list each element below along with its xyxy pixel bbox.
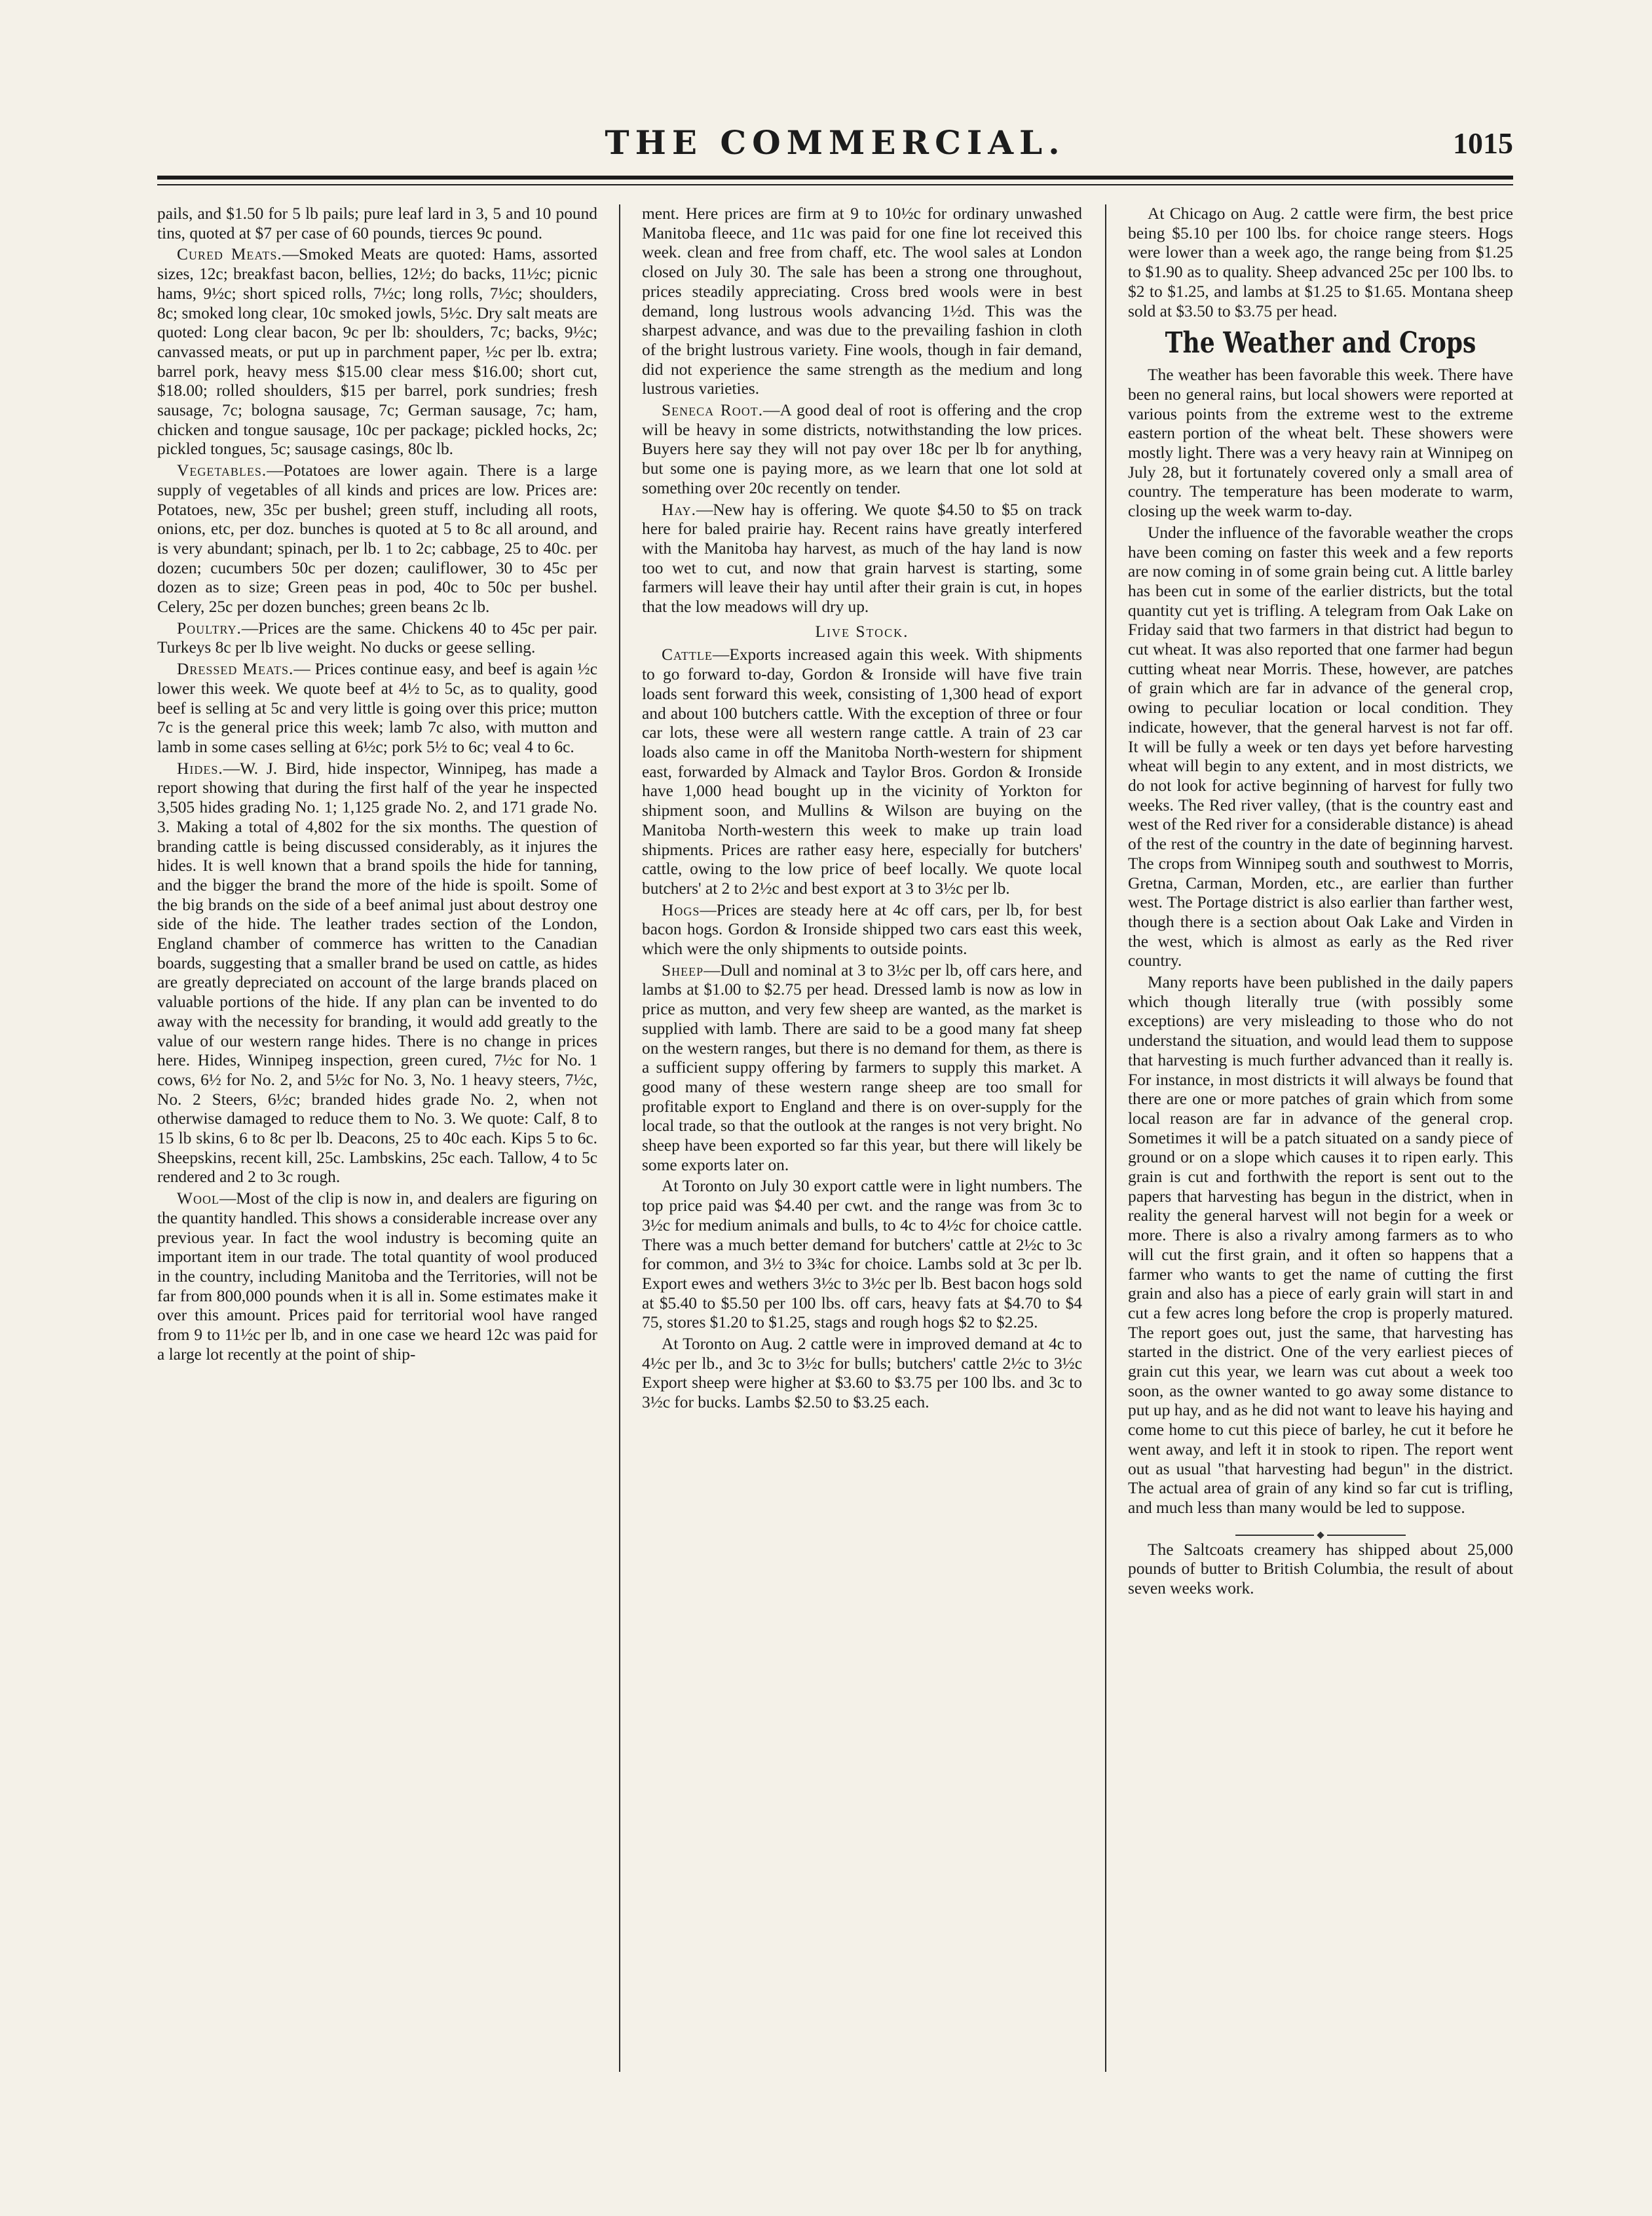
- hay-text: —New hay is offering. We quote $4.50 to $5 on track here for baled prairie hay. Recent rains have greatly interfered with the Manitoba hay harvest, as much of the hay land is now too wet to cut, and now that grain harvest is starting, some farmers will leave their hay until after their grain is cut, in hopes that the low meadows will dry up.: [642, 500, 1082, 617]
- column-divider-2: [1105, 204, 1106, 2072]
- wool-heading: Wool: [177, 1189, 219, 1208]
- sheep-paragraph: [642, 961, 1082, 1175]
- column-2: [642, 204, 1082, 2072]
- seneca-root-paragraph: [642, 401, 1082, 499]
- hides-paragraph: [157, 759, 597, 1187]
- seneca-root-heading: Seneca Root.: [662, 401, 764, 420]
- header-rule-thin: [157, 184, 1513, 185]
- cattle-heading: Cattle: [662, 645, 713, 664]
- poultry-paragraph: [157, 619, 597, 658]
- lard-paragraph: pails, and $1.50 for 5 lb pails; pure leaf lard in 3, 5 and 10 pound tins, quoted at $7 per case of 60 pounds, tierces 9c pound.: [157, 204, 597, 242]
- poultry-heading: Poultry.: [177, 619, 242, 638]
- cured-meats-paragraph: [157, 245, 597, 459]
- page-number: 1015: [1453, 126, 1513, 160]
- vegetables-heading: Vegetables.: [177, 461, 267, 480]
- page-header: [157, 123, 1513, 169]
- sheep-heading: Sheep: [662, 961, 704, 980]
- sheep-text: —Dull and nominal at 3 to 3½c per lb, off cars here, and lambs at $1.00 to $2.75 per head. Dressed lamb is now as low in price as mutton, and very few sheep are wanted, as the market is supplied with lamb. There are said to be a good many fat sheep on the western ranges, but there is no demand for them, as there is a sufficient suppy offering by farmers to supply this market. A good many of these western range sheep are too small for profitable export to England and there is on over-supply for the local trade, so that the outlook at the ranges is not very bright. No sheep have been exported so far this year, but there will likely be some exports later on.: [642, 961, 1082, 1174]
- section-ornament: [1128, 1525, 1513, 1534]
- cattle-paragraph: [642, 645, 1082, 898]
- weather-paragraph-3: Many reports have been published in the daily papers which though literally true (with possibly some exceptions) are very misleading to those who do not understand the situation, and would lead them to suppose that harvesting is much further advanced than it really is. For instance, in most districts it will always be found that there are one or more patches of grain which from some local reason are far in advance of the general crop. Sometimes it will be a patch situated on a sandy piece of ground or on a slope which causes it to ripen early. This grain is cut and forthwith the report is sent out to the papers that harvesting has begun in the district, when in reality the general harvest will not begin for a week or more. There is also a rivalry among farmers as to who will cut the first grain, and it often so happens that a farmer who wants to get the name of cutting the first grain and also has a piece of early grain will start in and cut a few acres long before the crop is properly matured. The report goes out, just the same, that harvesting has started in the district. One of the very earliest pieces of grain cut this year, we learn was cut about a week too soon, as the owner wanted to go away some distance to put up hay, and as he did not want to leave his haying and come home to cut this piece of barley, he cut it before he went away, and left it in stook to ripen. The report went out as usual "that harvesting had begun" in the district. The actual area of grain of any kind so far cut is trifling, and much less than many would be led to suppose.: [1128, 973, 1513, 1517]
- cured-meats-text: —Smoked Meats are quoted: Hams, assorted sizes, 12c; breakfast bacon, bellies, 12½; do backs, 11½c; picnic hams, 9½c; short spiced rolls, 7½c; long rolls, 7½c; shoulders, 8c; smoked long clear, 10c smoked jowls, 5½c. Dry salt meats are quoted: Long clear bacon, 9c per lb: shoulders, 7c; backs, 9½c; canvassed meats, or put up in parchment paper, ½c per lb. extra; barrel pork, heavy mess $15.00 clear mess $16.00; short cut, $18.00; rolled shoulders, $15 per barrel, pork sundries; fresh sausage, 7c; bologna sausage, 7c; German sausage, 7c; ham, chicken and tongue sausage, 10c per package; pickled hocks, 2c; pickled tongues, 5c; sausage casings, 80c lb.: [157, 245, 597, 459]
- dressed-meats-paragraph: [157, 660, 597, 757]
- header-rule-thick: [157, 176, 1513, 180]
- cured-meats-heading: Cured Meats.: [177, 245, 282, 264]
- vegetables-text: —Potatoes are lower again. There is a large supply of vegetables of all kinds and prices are low. Prices are: Potatoes, new, 35c per bushel; green stuff, including all roots, onions, etc, per doz. bunches is quoted at 5 to 8c all around, and is very abundant; spinach, per lb. 1 to 2c; cabbage, 25 to 40c. per dozen; cucumbers 50c per dozen; cauliflower, 30 to 45c per dozen as to size; Green peas in pod, 40c to 50c per bushel. Celery, 25c per dozen bunches; green beans 2c lb.: [157, 461, 597, 617]
- seneca-root-text: —A good deal of root is offering and the crop will be heavy in some districts, notwithstanding the low prices. Buyers here say they will not pay over 18c per lb for anything, but some one is paying more, as we learn that one lot sold at something over 20c recently on tender.: [642, 401, 1082, 497]
- hogs-heading: Hogs: [662, 900, 700, 919]
- hay-paragraph: [642, 501, 1082, 617]
- wool-continued-paragraph: ment. Here prices are firm at 9 to 10½c for ordinary unwashed Manitoba fleece, and 11c was paid for one fine lot received this week. clean and free from chaff, etc. The wool sales at London closed on July 30. The sale has been a strong one throughout, prices steadily appreciating. Cross bred wools were in best demand, long lustrous wools advancing 1½d. This was the sharpest advance, and was due to the prevailing fashion in cloth of the bright lustrous variety. Fine wools, though in fair demand, did not experience the same strength as the medium and long lustrous varieties.: [642, 204, 1082, 398]
- chicago-paragraph: At Chicago on Aug. 2 cattle were firm, the best price being $5.10 per 100 lbs. for choice range steers. Hogs were lower than a week ago, the range being from $1.25 to $1.90 as to quality. Sheep advanced 25c per 100 lbs. to $2 to $1.25, and lambs at $1.25 to $1.65. Montana sheep sold at $3.50 to $3.75 per head.: [1128, 204, 1513, 320]
- vegetables-paragraph: [157, 461, 597, 617]
- hides-text: —W. J. Bird, hide inspector, Winnipeg, has made a report showing that during the first half of the year he inspected 3,505 hides grading No. 1; 1,125 grade No. 2, and 171 grade No. 3. Making a total of 4,802 for the six months. The question of branding cattle is being discussed considerably, as it injures the hides. It is well known that a brand spoils the hide for tanning, and the bigger the brand the more of the hide is spoilt. Some of the big brands on the side of a beef animal just about destroy one side of the hide. The leather trades section of the London, England chamber of commerce has written to the Canadian boards, suggesting that a smaller brand be used on cattle, as hides are greatly depreciated on account of the large brands placed on valuable portions of the hide. If any plan can be invented to do away with the necessity for branding, it would add greatly to the value of our western range hides. There is no change in prices here. Hides, Winnipeg inspection, green cured, 7½c for No. 1 cows, 6½ for No. 2, and 5½c for No. 3, No. 1 heavy steers, 7½c, No. 2 Steers, 6½c; branded hides grade No. 2, when not otherwise damaged to reduce them to No. 3. We quote: Calf, 8 to 15 lb skins, 6 to 8c per lb. Deacons, 25 to 40c each. Kips 5 to 6c. Sheepskins, recent kill, 25c. Lambskins, 25c each. Tallow, 4 to 5c rendered and 2 to 3c rough.: [157, 759, 597, 1187]
- weather-crops-heading: The Weather and Crops: [1165, 326, 1476, 360]
- hay-heading: Hay.: [662, 500, 697, 519]
- cattle-text: —Exports increased again this week. With shipments to go forward to-day, Gordon & Ironside will have five train loads sent forward this week, consisting of 1,300 head of export and about 100 butchers cattle. With the exception of three or four car lots, these were all western range cattle. A train of 23 car loads also came in off the Manitoba North-western for shipment east, forwarded by Almack and Taylor Bros. Gordon & Ironside have 1,000 head bought up in the vicinity of Yorkton for shipment soon, and Mullins & Wilson are buying on the Manitoba North-western this week to make up train load shipments. Prices are rather easy here, especially for butchers' cattle, owing to the low price of beef locally. We quote local butchers' at 2 to 2½c and best export at 3 to 3½c per lb.: [642, 645, 1082, 898]
- saltcoats-paragraph: The Saltcoats creamery has shipped about 25,000 pounds of butter to British Columbia, the result of about seven weeks work.: [1128, 1540, 1513, 1598]
- wool-text: —Most of the clip is now in, and dealers are figuring on the quantity handled. This shows a considerable increase over any previous year. In fact the wool industry is becoming quite an important item in our trade. The total quantity of wool produced in the country, including Manitoba and the Territories, will not be far from 800,000 pounds when it is all in. Some estimates make it over this amount. Prices paid for territorial wool have ranged from 9 to 11½c per lb, and in one case we heard 12c was paid for a large lot recently at the point of ship-: [157, 1189, 597, 1364]
- masthead-title: THE COMMERCIAL.: [605, 123, 1066, 162]
- column-divider-1: [619, 204, 620, 2072]
- hogs-text: —Prices are steady here at 4c off cars, per lb, for best bacon hogs. Gordon & Ironside shipped two cars east this week, which were the only shipments to outside points.: [642, 900, 1082, 959]
- dressed-meats-text: — Prices continue easy, and beef is again ½c lower this week. We quote beef at 4½ to 5c, as to quality, good beef is selling at 5c and very little is going over this price; mutton 7c is the general price this week; lamb 7c also, with mutton and lamb in some cases selling at 6½c; pork 5½ to 6c; veal 4 to 6c.: [157, 660, 597, 756]
- hogs-paragraph: [642, 901, 1082, 959]
- poultry-text: —Prices are the same. Chickens 40 to 45c per pair. Turkeys 8c per lb live weight. No ducks or geese selling.: [157, 619, 597, 657]
- toronto-aug-paragraph: At Toronto on Aug. 2 cattle were in improved demand at 4c to 4½c per lb., and 3c to 3½c for bulls; butchers' cattle 2½c to 3½c Export sheep were higher at $3.60 to $3.75 per 100 lbs. and 3c to 3½c for bucks. Lambs $2.50 to $3.25 each.: [642, 1335, 1082, 1412]
- toronto-july-paragraph: At Toronto on July 30 export cattle were in light numbers. The top price paid was $4.40 per cwt. and the range was from 3c to 3½c for medium animals and bulls, to 4c to 4½c for choice cattle. There was a much better demand for butchers' cattle at 2½c to 3c for common, and 3½ to 3¾c for choice. Lambs sold at 3c per lb. Export ewes and wethers 3½c to 3½c per lb. Best bacon hogs sold at $5.40 to $5.50 per 100 lbs. off cars, heavy fats at $4.70 to $4 75, stores $1.20 to $1.25, stags and rough hogs $2 to $2.25.: [642, 1177, 1082, 1332]
- live-stock-heading: Live Stock.: [815, 622, 909, 641]
- hides-heading: Hides.: [177, 759, 223, 778]
- weather-paragraph-2: Under the influence of the favorable weather the crops have been coming on faster this week and a few reports are now coming in of some grain being cut. A little barley has been cut in some of the earlier districts, but the total quantity cut yet is trifling. A telegram from Oak Lake on Friday said that two farmers in that district had begun to cut wheat. It was also reported that one farmer had begun cutting wheat near Morris. These, however, are patches of grain which are far in advance of the general crop, owing to peculiar location or local condition. They indicate, however, that the general harvest is not far off. It will be fully a week or ten days yet before harvesting wheat will begin to any extent, and in most districts, we do not look for active beginning of harvest for fully two weeks. The Red river valley, (that is the country east and west of the Red river for a considerable distance) is ahead of the rest of the country in the date of beginning harvest. The crops from Winnipeg south and southwest to Morris, Gretna, Carman, Morden, etc., are earlier than further west. The Portage district is also earlier than farther west, though there is a section about Oak Lake and Virden in the west, which is almost as early as the Red river country.: [1128, 523, 1513, 970]
- dressed-meats-heading: Dressed Meats.: [177, 660, 294, 679]
- column-1: [157, 204, 597, 2072]
- weather-paragraph-1: The weather has been favorable this week. There have been no general rains, but local showers were reported at various points from the extreme west to the extreme eastern portion of the wheat belt. These showers were mostly light. There was a very heavy rain at Winnipeg on July 28, but it fortunately covered only a small area of country. The temperature has been moderate to warm, closing up the week warm to-day.: [1128, 366, 1513, 521]
- column-3: [1128, 204, 1513, 2072]
- wool-paragraph: [157, 1189, 597, 1364]
